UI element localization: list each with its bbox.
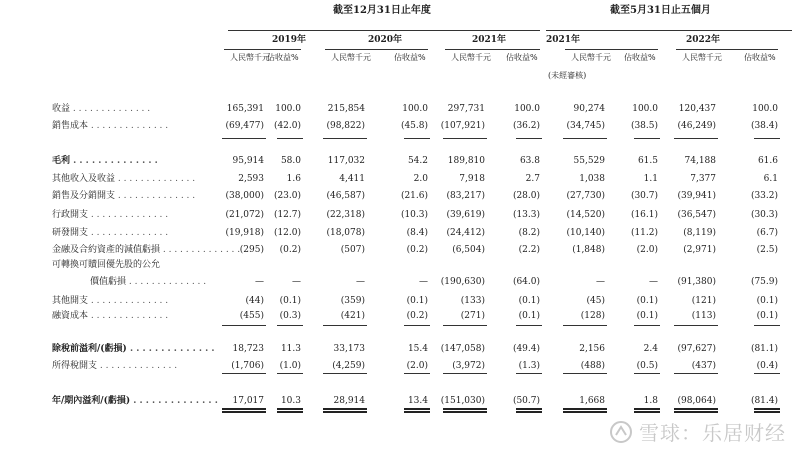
row-label xyxy=(52,362,177,371)
row-cell: 11.3 xyxy=(280,344,301,354)
leader-dots: . . . . . . . . . . . . . . xyxy=(126,344,215,354)
row-cell: (30.3) xyxy=(750,210,778,220)
row-label xyxy=(52,157,158,166)
total-rule xyxy=(277,138,303,139)
leader-dots: . . . . . . . . . . . . . . xyxy=(70,156,158,166)
row-cell: 2.4 xyxy=(643,344,658,354)
row-cell: (271) xyxy=(460,311,485,321)
row-cell: (107,921) xyxy=(440,121,485,131)
row-cell: (0.1) xyxy=(518,311,540,321)
row-cell: 7,918 xyxy=(459,174,485,184)
row-cell: (24,412) xyxy=(446,228,485,238)
row-cell: (28.0) xyxy=(512,191,540,201)
subheader-rule-4 xyxy=(676,49,778,50)
row-cell: (36.2) xyxy=(512,121,540,131)
total-rule xyxy=(404,138,430,139)
year-header-4: 2022年 xyxy=(686,35,721,45)
row-cell: 54.2 xyxy=(407,156,428,166)
total-rule xyxy=(563,325,607,326)
row-cell: 297,731 xyxy=(447,104,485,114)
row-cell: (2,971) xyxy=(683,245,716,255)
row-label xyxy=(52,229,168,238)
row-label xyxy=(52,105,150,114)
row-cell: (0.1) xyxy=(279,296,301,306)
total-rule xyxy=(634,325,660,326)
row-cell: (0.5) xyxy=(636,361,658,371)
row-cell: 100.0 xyxy=(752,104,778,114)
row-cell: (121) xyxy=(691,296,716,306)
row-cell: 95,914 xyxy=(232,156,264,166)
total-rule xyxy=(222,325,266,326)
row-cell: (0.2) xyxy=(406,245,428,255)
row-cell: (133) xyxy=(460,296,485,306)
total-rule xyxy=(222,411,266,413)
total-rule xyxy=(323,408,367,410)
total-rule xyxy=(222,138,266,139)
row-cell: (34,745) xyxy=(566,121,605,131)
total-rule xyxy=(222,373,266,374)
row-cell: (69,477) xyxy=(225,121,264,131)
row-cell: 1,668 xyxy=(579,396,605,406)
row-cell: (0.1) xyxy=(636,311,658,321)
row-cell: (507) xyxy=(340,245,365,255)
snowball-logo-icon xyxy=(609,420,633,444)
row-label xyxy=(52,192,195,201)
total-rule xyxy=(674,373,718,374)
row-cell: (12.7) xyxy=(273,210,301,220)
row-cell: 189,810 xyxy=(447,156,485,166)
row-cell: (39,941) xyxy=(677,191,716,201)
row-cell: (1,706) xyxy=(231,361,264,371)
row-cell: (8.2) xyxy=(518,228,540,238)
row-cell: (4,259) xyxy=(332,361,365,371)
row-cell: (1,848) xyxy=(572,245,605,255)
row-cell: 117,032 xyxy=(327,156,365,166)
row-cell: (1.3) xyxy=(518,361,540,371)
total-rule xyxy=(323,373,367,374)
row-cell: — xyxy=(255,277,264,287)
row-cell: (30.7) xyxy=(630,191,658,201)
total-rule xyxy=(443,408,487,410)
header-rule-right xyxy=(546,30,792,31)
row-cell: 55,529 xyxy=(573,156,605,166)
row-cell: 10.3 xyxy=(280,396,301,406)
leader-dots: . . . . . . . . . . . . . . xyxy=(126,277,207,287)
row-label xyxy=(52,175,195,184)
leader-dots: . . . . . . . . . . . . . . xyxy=(88,210,169,220)
row-cell: (10,140) xyxy=(566,228,605,238)
row-cell: (0.4) xyxy=(756,361,778,371)
year-header-1: 2020年 xyxy=(368,35,403,45)
currency-header-3: 人民幣千元 xyxy=(571,53,611,62)
row-cell: (33.2) xyxy=(750,191,778,201)
currency-header-0: 人民幣千元 xyxy=(230,53,270,62)
pct-header-1: 佔收益% xyxy=(394,53,426,62)
row-label-text: 除稅前溢利/(虧損) xyxy=(52,344,127,354)
total-rule xyxy=(277,373,303,374)
row-label xyxy=(90,278,206,287)
row-cell: (39,619) xyxy=(446,210,485,220)
group-header-five-months: 截至5月31日止五個月 xyxy=(610,5,711,16)
pct-header-3: 佔收益% xyxy=(624,53,656,62)
row-cell: (46,249) xyxy=(677,121,716,131)
total-rule xyxy=(563,411,607,413)
total-rule xyxy=(563,373,607,374)
row-cell: (18,078) xyxy=(326,228,365,238)
row-cell: (38.5) xyxy=(630,121,658,131)
total-rule xyxy=(277,325,303,326)
total-rule xyxy=(674,138,718,139)
total-rule xyxy=(404,408,430,410)
row-cell: 4,411 xyxy=(339,174,365,184)
row-cell: (6,504) xyxy=(452,245,485,255)
row-cell: 2,156 xyxy=(579,344,605,354)
row-label-text: 價值虧損 xyxy=(90,277,127,287)
row-cell: (97,627) xyxy=(677,344,716,354)
row-label xyxy=(52,122,168,131)
row-cell: (36,547) xyxy=(677,210,716,220)
row-cell: (0.1) xyxy=(756,296,778,306)
row-cell: (421) xyxy=(340,311,365,321)
row-cell: (81.4) xyxy=(750,396,778,406)
total-rule xyxy=(277,408,303,410)
row-cell: (23.0) xyxy=(273,191,301,201)
row-label-text: 其他開支 xyxy=(52,296,89,306)
currency-header-1: 人民幣千元 xyxy=(331,53,371,62)
row-cell: 100.0 xyxy=(514,104,540,114)
row-label-text: 收益 xyxy=(52,104,71,114)
leader-dots: . . . . . . . . . . . . . . xyxy=(97,361,178,371)
total-rule xyxy=(563,138,607,139)
row-cell: 7,377 xyxy=(690,174,716,184)
row-label xyxy=(52,261,160,270)
row-cell: (2.0) xyxy=(636,245,658,255)
row-cell: (8.4) xyxy=(406,228,428,238)
leader-dots: . . . . . . . . . . . . . . xyxy=(130,396,218,406)
row-label-text: 銷售及分銷開支 xyxy=(52,191,116,201)
row-cell: (12.0) xyxy=(273,228,301,238)
row-cell: 17,017 xyxy=(232,396,264,406)
pct-header-0: 佔收益% xyxy=(267,53,299,62)
row-label xyxy=(52,297,168,306)
row-cell: 63.8 xyxy=(519,156,540,166)
leader-dots: . . . . . . . . . . . . . . xyxy=(70,104,151,114)
total-rule xyxy=(634,411,660,413)
total-rule xyxy=(754,373,780,374)
row-label-text: 所得稅開支 xyxy=(52,361,98,371)
total-rule xyxy=(443,138,487,139)
row-cell: 215,854 xyxy=(327,104,365,114)
row-cell: 15.4 xyxy=(407,344,428,354)
total-rule xyxy=(323,411,367,413)
row-cell: 18,723 xyxy=(232,344,264,354)
header-rule-left xyxy=(228,30,540,31)
row-cell: (19,918) xyxy=(225,228,264,238)
row-cell: (21,072) xyxy=(225,210,264,220)
total-rule xyxy=(634,373,660,374)
total-rule xyxy=(563,408,607,410)
row-cell: (91,380) xyxy=(677,277,716,287)
row-cell: (0.1) xyxy=(756,311,778,321)
subheader-rule-3 xyxy=(565,49,658,50)
row-cell: (2.5) xyxy=(756,245,778,255)
row-cell: 1.1 xyxy=(643,174,658,184)
total-rule xyxy=(443,325,487,326)
row-cell: 1.6 xyxy=(286,174,301,184)
row-cell: (38.4) xyxy=(750,121,778,131)
row-label-text: 年/期內溢利/(虧損) xyxy=(52,396,131,406)
row-cell: (455) xyxy=(239,311,264,321)
row-cell: 100.0 xyxy=(275,104,301,114)
row-cell: (437) xyxy=(691,361,716,371)
row-label-text: 銷售成本 xyxy=(52,121,89,131)
group-header-year-ended: 截至12月31日止年度 xyxy=(333,5,431,16)
year-header-3: 2021年 xyxy=(546,35,581,45)
row-label xyxy=(52,397,218,406)
row-cell: (0.2) xyxy=(279,245,301,255)
row-label-text: 行政開支 xyxy=(52,210,89,220)
total-rule xyxy=(323,138,367,139)
row-cell: (2.2) xyxy=(518,245,540,255)
currency-header-2: 人民幣千元 xyxy=(451,53,491,62)
row-cell: (147,058) xyxy=(440,344,485,354)
leader-dots: . . . . . . . . . . . . . . xyxy=(160,245,241,255)
row-cell: (0.1) xyxy=(636,296,658,306)
currency-header-4: 人民幣千元 xyxy=(682,53,722,62)
year-header-2: 2021年 xyxy=(472,35,507,45)
row-cell: — xyxy=(649,277,658,287)
total-rule xyxy=(674,411,718,413)
total-rule xyxy=(516,373,542,374)
row-cell: (0.3) xyxy=(279,311,301,321)
row-cell: (11.2) xyxy=(630,228,658,238)
row-cell: (49.4) xyxy=(512,344,540,354)
row-cell: 6.1 xyxy=(763,174,778,184)
total-rule xyxy=(634,408,660,410)
row-cell: — xyxy=(356,277,365,287)
row-cell: (98,064) xyxy=(677,396,716,406)
row-cell: (75.9) xyxy=(750,277,778,287)
row-cell: (46,587) xyxy=(326,191,365,201)
row-cell: (128) xyxy=(580,311,605,321)
total-rule xyxy=(674,325,718,326)
row-cell: (16.1) xyxy=(630,210,658,220)
row-label xyxy=(52,211,168,220)
row-cell: (488) xyxy=(580,361,605,371)
row-cell: (2.0) xyxy=(406,361,428,371)
row-cell: (21.6) xyxy=(400,191,428,201)
total-rule xyxy=(404,411,430,413)
row-cell: (3,972) xyxy=(452,361,485,371)
row-cell: (44) xyxy=(245,296,264,306)
row-cell: — xyxy=(419,277,428,287)
row-cell: 2.7 xyxy=(525,174,540,184)
row-cell: 100.0 xyxy=(632,104,658,114)
row-cell: (50.7) xyxy=(512,396,540,406)
leader-dots: . . . . . . . . . . . . . . xyxy=(115,174,196,184)
row-label-text: 研發開支 xyxy=(52,228,89,238)
row-cell: 100.0 xyxy=(402,104,428,114)
total-rule xyxy=(634,138,660,139)
row-label-text: 毛利 xyxy=(52,156,71,166)
row-label-text: 融資成本 xyxy=(52,311,89,321)
total-rule xyxy=(222,408,266,410)
leader-dots: . . . . . . . . . . . . . . xyxy=(88,228,169,238)
row-cell: (27,730) xyxy=(566,191,605,201)
row-cell: 33,173 xyxy=(333,344,365,354)
row-cell: (0.1) xyxy=(406,296,428,306)
total-rule xyxy=(323,325,367,326)
row-cell: (0.2) xyxy=(406,311,428,321)
total-rule xyxy=(754,408,780,410)
row-cell: (10.3) xyxy=(400,210,428,220)
row-label-text: 其他收入及收益 xyxy=(52,174,116,184)
row-cell: (113) xyxy=(691,311,716,321)
leader-dots: . . . . . . . . . . . . . . xyxy=(88,311,169,321)
row-cell: (13.3) xyxy=(512,210,540,220)
row-cell: — xyxy=(292,277,301,287)
total-rule xyxy=(404,325,430,326)
row-cell: 28,914 xyxy=(333,396,365,406)
row-cell: 2.0 xyxy=(413,174,428,184)
row-cell: 13.4 xyxy=(407,396,428,406)
row-label xyxy=(52,345,215,354)
row-cell: (64.0) xyxy=(512,277,540,287)
row-cell: (0.1) xyxy=(518,296,540,306)
row-cell: (98,822) xyxy=(326,121,365,131)
total-rule xyxy=(674,408,718,410)
row-cell: 58.0 xyxy=(280,156,301,166)
total-rule xyxy=(754,138,780,139)
pct-header-4: 佔收益% xyxy=(744,53,776,62)
row-cell: (83,217) xyxy=(446,191,485,201)
total-rule xyxy=(443,411,487,413)
total-rule xyxy=(516,325,542,326)
total-rule xyxy=(516,138,542,139)
row-label xyxy=(52,312,168,321)
row-cell: (22,318) xyxy=(326,210,365,220)
unaudited-note: (未經審核) xyxy=(548,71,587,80)
leader-dots: . . . . . . . . . . . . . . xyxy=(88,121,169,131)
row-cell: 1.8 xyxy=(643,396,658,406)
row-cell: (8,119) xyxy=(683,228,716,238)
subheader-rule-1 xyxy=(325,49,428,50)
watermark-text: 雪球：乐居财经 xyxy=(639,421,786,445)
row-cell: (42.0) xyxy=(273,121,301,131)
pct-header-2: 佔收益% xyxy=(506,53,538,62)
subheader-rule-0 xyxy=(224,49,301,50)
row-label-text: 金融及合約資產的減值虧損 xyxy=(52,245,161,255)
row-cell: 90,274 xyxy=(573,104,605,114)
row-cell: 165,391 xyxy=(226,104,264,114)
row-cell: (45) xyxy=(586,296,605,306)
row-cell: (38,000) xyxy=(225,191,264,201)
total-rule xyxy=(754,325,780,326)
total-rule xyxy=(277,411,303,413)
year-header-0: 2019年 xyxy=(272,35,307,45)
row-cell: — xyxy=(596,277,605,287)
total-rule xyxy=(516,408,542,410)
total-rule xyxy=(443,373,487,374)
row-cell: 61.6 xyxy=(757,156,778,166)
row-cell: (81.1) xyxy=(750,344,778,354)
row-cell: 120,437 xyxy=(678,104,716,114)
row-cell: (6.7) xyxy=(756,228,778,238)
watermark xyxy=(609,417,786,446)
total-rule xyxy=(754,411,780,413)
leader-dots: . . . . . . . . . . . . . . xyxy=(88,296,169,306)
row-cell: 1,038 xyxy=(579,174,605,184)
row-cell: 61.5 xyxy=(637,156,658,166)
total-rule xyxy=(516,411,542,413)
leader-dots: . . . . . . . . . . . . . . xyxy=(115,191,196,201)
row-cell: (359) xyxy=(340,296,365,306)
row-label-text: 可轉換可贖回優先股的公允 xyxy=(52,260,161,270)
row-cell: 2,593 xyxy=(238,174,264,184)
row-cell: 74,188 xyxy=(684,156,716,166)
total-rule xyxy=(404,373,430,374)
row-cell: (151,030) xyxy=(440,396,485,406)
row-cell: (190,630) xyxy=(440,277,485,287)
subheader-rule-2 xyxy=(445,49,540,50)
row-cell: (14,520) xyxy=(566,210,605,220)
row-cell: (1.0) xyxy=(279,361,301,371)
row-cell: (295) xyxy=(239,245,264,255)
row-cell: (45.8) xyxy=(400,121,428,131)
